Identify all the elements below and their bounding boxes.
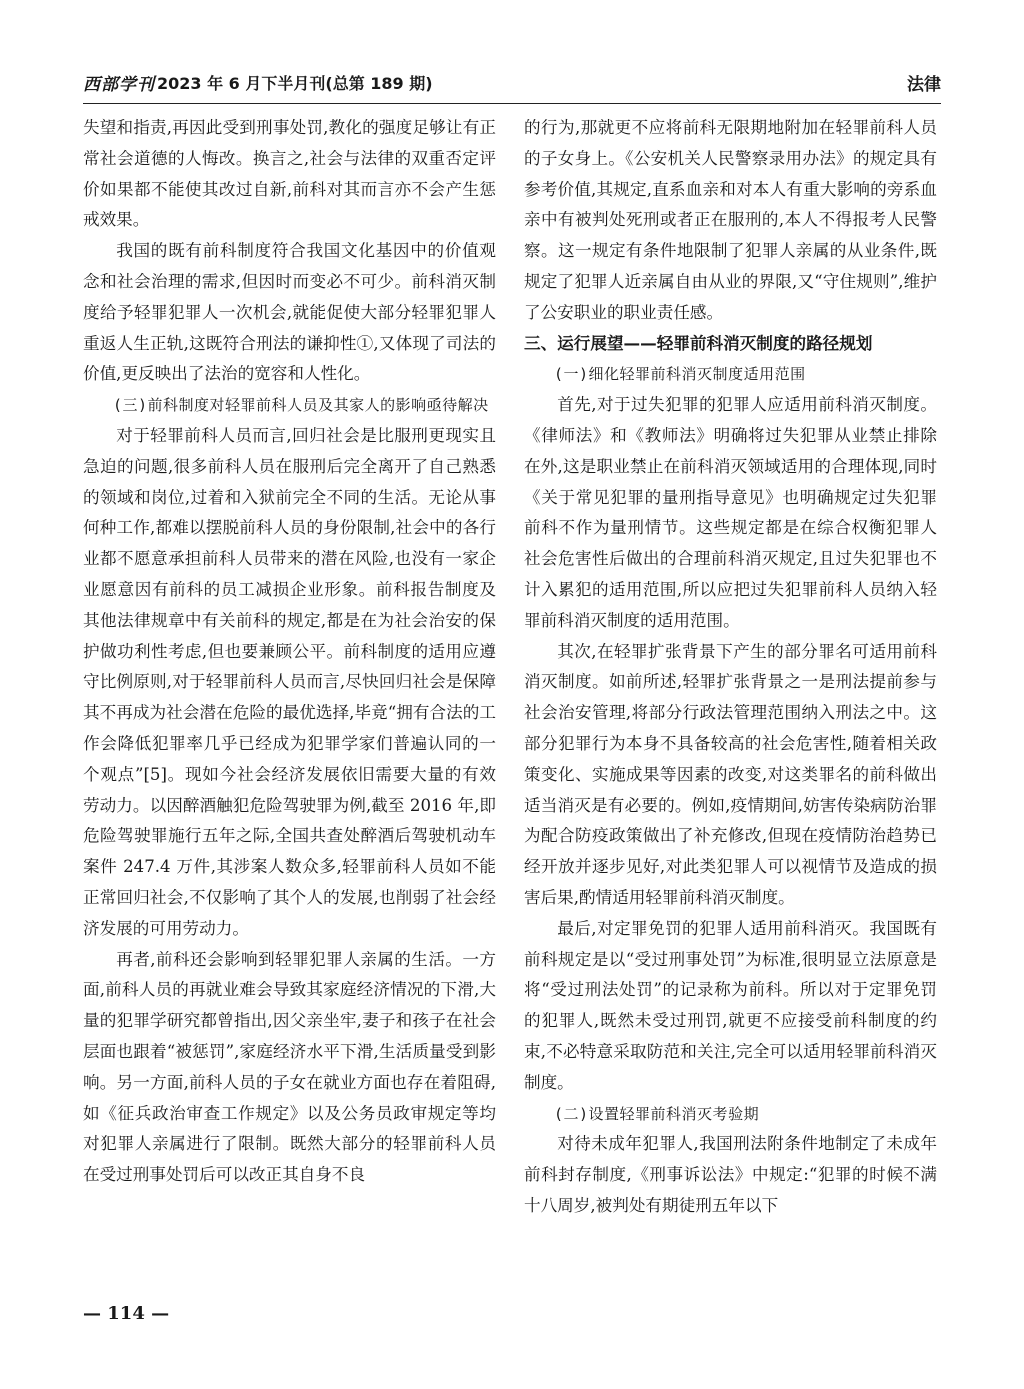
- header-rule: [83, 103, 941, 104]
- subsection-heading: (二)设置轻罪前科消灭考验期: [554, 1104, 760, 1123]
- paragraph: 最后,对定罪免罚的犯罪人适用前科消灭。我国既有前科规定是以“受过刑事处罚”为标准,很明显立法原意是将“受过刑法处罚”的记录称为前科。所以对于定罪免罚的犯罪人,既然未受过刑罚,就更不应接受前科制度的约束,不必特意采取防范和关注,完全可以适用轻罪前科消灭制度。: [524, 918, 937, 1092]
- subsection-heading: (三)前科制度对轻罪前科人员及其家人的影响亟待解决: [113, 396, 489, 415]
- section-heading: 三、运行展望——轻罪前科消灭制度的路径规划: [524, 333, 873, 353]
- issue-info: 2023 年 6 月下半月刊(总第 189 期): [157, 74, 433, 93]
- paragraph: 其次,在轻罪扩张背景下产生的部分罪名可适用前科消灭制度。如前所述,轻罪扩张背景之一是刑法提前参与社会治安管理,将部分行政法管理范围纳入刑法之中。这部分犯罪行为本身不具备较高的社会危害性,随着相关政策变化、实施成果等因素的改变,对这类罪名的前科做出适当消灭是有必要的。例如,疫情期间,妨害传染病防治罪为配合防疫政策做出了补充修改,但现在疫情防治趋势已经开放并逐步见好,对此类犯罪人可以视情节及造成的损害后果,酌情适用轻罪前科消灭制度。: [524, 641, 937, 907]
- paragraph: 首先,对于过失犯罪的犯罪人应适用前科消灭制度。《律师法》和《教师法》明确将过失犯罪从业禁止排除在外,这是职业禁止在前科消灭领域适用的合理体现,同时《关于常见犯罪的量刑指导意见》也明确规定过失犯罪前科不作为量刑情节。这些规定都是在综合权衡犯罪人社会危害性后做出的合理前科消灭规定,且过失犯罪也不计入累犯的适用范围,所以应把过失犯罪前科人员纳入轻罪前科消灭制度的适用范围。: [524, 395, 937, 630]
- running-header: [83, 70, 941, 98]
- subsection-heading: (一)细化轻罪前科消灭制度适用范围: [554, 365, 806, 384]
- section-label: 法律: [907, 75, 941, 95]
- paragraph: 再者,前科还会影响到轻罪犯罪人亲属的生活。一方面,前科人员的再就业难会导致其家庭经济情况的下滑,大量的犯罪学研究都曾指出,因父亲坐牢,妻子和孩子在社会层面也跟着“被惩罚”,家庭经济水平下滑,生活质量受到影响。另一方面,前科人员的子女在就业方面也存在着阻碍,如《征兵政治审查工作规定》以及公务员政审规定等均对犯罪人亲属进行了限制。既然大部分的轻罪前科人员在受过刑事处罚后可以改正其自身不良: [83, 949, 496, 1185]
- paragraph: 对于轻罪前科人员而言,回归社会是比服刑更现实且急迫的问题,很多前科人员在服刑后完全离开了自己熟悉的领域和岗位,过着和入狱前完全不同的生活。无论从事何种工作,都难以摆脱前科人员的身份限制,社会中的各行业都不愿意承担前科人员带来的潜在风险,也没有一家企业愿意因有前科的员工减损企业形象。前科报告制度及其他法律规章中有关前科的规定,都是在为社会治安的保护做功利性考虑,但也要兼顾公平。前科制度的适用应遵守比例原则,对于轻罪前科人员而言,尽快回归社会是保障其不再成为社会潜在危险的最优选择,毕竟“拥有合法的工作会降低犯罪率几乎已经成为犯罪学家们普遍认同的一个观点”[5]。现如今社会经济发展依旧需要大量的有效劳动力。以因醉酒触犯危险驾驶罪为例,截至 2016 年,即危险驾驶罪施行五年之际,全国共查处醉酒后驾驶机动车案件 247.4 万件,其涉案人数众多,轻罪前科人员如不能正常回归社会,不仅影响了其个人的发展,也削弱了社会经济发展的可用劳动力。: [83, 425, 496, 938]
- page-number: — 114 —: [83, 1303, 170, 1324]
- left-column: [83, 113, 496, 1191]
- paragraph: 的行为,那就更不应将前科无限期地附加在轻罪前科人员的子女身上。《公安机关人民警察录用办法》的规定具有参考价值,其规定,直系血亲和对本人有重大影响的旁系血亲中有被判处死刑或者正在服刑的,本人不得报考人民警察。这一规定有条件地限制了犯罪人亲属的从业条件,既规定了犯罪人近亲属自由从业的界限,又“守住规则”,维护了公安职业的职业责任感。: [524, 118, 937, 322]
- right-column: [524, 113, 937, 1222]
- paragraph: 失望和指责,再因此受到刑事处罚,教化的强度足够让有正常社会道德的人悔改。换言之,社会与法律的双重否定评价如果都不能使其改过自新,前科对其而言亦不会产生惩戒效果。: [83, 118, 496, 230]
- paragraph: 对待未成年犯罪人,我国刑法附条件地制定了未成年前科封存制度,《刑事诉讼法》中规定:“犯罪的时候不满十八周岁,被判处有期徒刑五年以下: [524, 1134, 937, 1215]
- paragraph: 我国的既有前科制度符合我国文化基因中的价值观念和社会治理的需求,但因时而变必不可少。前科消灭制度给予轻罪犯罪人一次机会,就能促使大部分轻罪犯罪人重返人生正轨,这既符合刑法的谦抑性①,又体现了司法的价值,更反映出了法治的宽容和人性化。: [83, 241, 496, 384]
- journal-logo: 西部学刊: [83, 75, 155, 95]
